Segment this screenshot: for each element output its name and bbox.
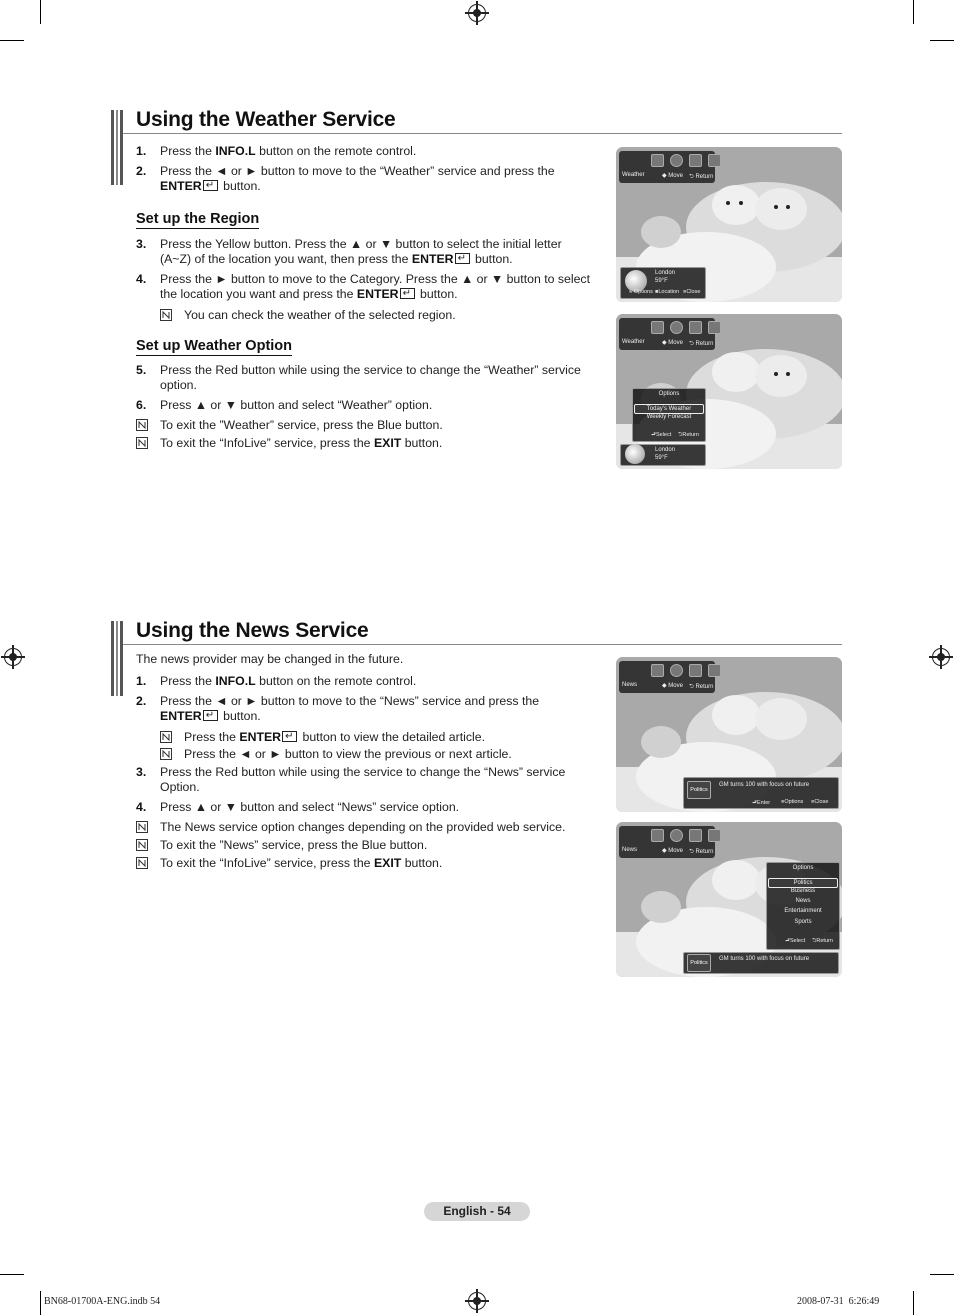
screenshot-news-2 xyxy=(616,822,842,977)
news-ticker-panel xyxy=(683,952,839,974)
enter-key-icon xyxy=(203,180,218,191)
enter-button[interactable]: ⮐Enter xyxy=(752,800,771,806)
note-icon xyxy=(136,437,148,449)
select-hint: ⮐Select xyxy=(785,938,806,944)
service-label: News xyxy=(622,847,638,853)
chart-icon[interactable] xyxy=(689,664,702,677)
chart-icon[interactable] xyxy=(689,829,702,842)
section-bar xyxy=(111,110,123,185)
globe-icon[interactable] xyxy=(708,154,721,167)
service-bar xyxy=(619,151,715,183)
news-ticker-panel xyxy=(683,777,839,809)
crop-mark xyxy=(913,0,914,24)
service-bar xyxy=(619,661,715,693)
chart-icon[interactable] xyxy=(689,154,702,167)
news-icon[interactable] xyxy=(670,664,683,677)
weather-condition-icon xyxy=(625,444,645,464)
weather-info-panel xyxy=(620,267,706,299)
crop-mark xyxy=(930,40,954,41)
news-headline[interactable]: GM turns 100 with focus on future xyxy=(719,956,810,962)
service-label: News xyxy=(622,682,638,688)
crop-mark xyxy=(0,1274,24,1275)
option-news[interactable]: News xyxy=(795,898,811,904)
subheading-region: Set up the Region xyxy=(136,211,260,227)
option-entertainment[interactable]: Entertainment xyxy=(784,908,822,914)
crop-mark xyxy=(40,0,41,24)
option-weekly-forecast[interactable]: Weekly Forecast xyxy=(646,414,692,420)
news-headline[interactable]: GM turns 100 with focus on future xyxy=(719,782,810,788)
subheading-weather-option: Set up Weather Option xyxy=(136,338,293,354)
return-hint: ⮌ Return xyxy=(689,849,714,855)
category-badge: Politics xyxy=(687,954,711,972)
crop-mark xyxy=(913,1291,914,1315)
weather-step-3: 3. Press the Yellow button. Press the ▲ or ▼ button to select the initial letter (A~Z) of the location you want, then press the ENTER↵ button. xyxy=(136,237,606,267)
page-number: English - 54 xyxy=(424,1202,530,1221)
registration-mark-icon xyxy=(932,648,950,666)
widget-icon[interactable] xyxy=(651,154,664,167)
news-intro: The news provider may be changed in the future. xyxy=(136,652,404,666)
note-icon xyxy=(136,857,148,869)
globe-icon[interactable] xyxy=(708,321,721,334)
temperature: 59°F xyxy=(655,278,668,284)
option-politics[interactable]: Politics xyxy=(768,878,838,888)
enter-key-icon xyxy=(455,253,470,264)
option-sports[interactable]: Sports xyxy=(794,919,812,925)
note-icon xyxy=(160,309,172,321)
screenshot-weather-2 xyxy=(616,314,842,469)
registration-mark-icon xyxy=(4,648,22,666)
location-button[interactable]: ■Location xyxy=(655,289,680,295)
city-name: London xyxy=(655,270,676,276)
option-todays-weather[interactable]: Today's Weather xyxy=(634,404,704,414)
enter-key-icon xyxy=(400,288,415,299)
note-icon xyxy=(136,821,148,833)
move-hint: ◆ Move xyxy=(662,848,683,854)
widget-icon[interactable] xyxy=(651,664,664,677)
options-button[interactable]: ■ Options xyxy=(629,289,653,295)
temperature: 59°F xyxy=(655,455,668,461)
close-button[interactable]: ■Close xyxy=(811,799,829,805)
service-bar xyxy=(619,318,715,350)
enter-key-icon xyxy=(203,710,218,721)
close-button[interactable]: ■Close xyxy=(683,289,701,295)
news-step-3: 3. Press the Red button while using the service to change the “News” service Option. xyxy=(136,765,566,794)
widget-icon[interactable] xyxy=(651,321,664,334)
option-business[interactable]: Business xyxy=(790,888,816,894)
screenshot-news-1 xyxy=(616,657,842,812)
crop-mark xyxy=(0,40,24,41)
weather-info-panel xyxy=(620,444,706,466)
service-bar xyxy=(619,826,715,858)
section-rule xyxy=(123,644,842,645)
registration-mark-icon xyxy=(468,1292,486,1310)
news-icon[interactable] xyxy=(670,829,683,842)
footer-timestamp: 2008-07-31 ︎︎ 6:26:49 xyxy=(797,1296,880,1307)
return-hint: ⮌ Return xyxy=(689,174,714,180)
weather-icon[interactable] xyxy=(670,154,683,167)
return-hint: ⮌Return xyxy=(678,432,699,438)
footer-file-info: BN68-01700A-ENG.indb 54 xyxy=(44,1296,161,1307)
options-title: Options xyxy=(658,391,680,397)
news-step-2: 2. Press the ◄ or ► button to move to the “News” service and press the ENTER↵ button. xyxy=(136,694,606,724)
weather-step-5: 5. Press the Red button while using the service to change the “Weather” service option. xyxy=(136,363,581,392)
category-badge: Politics xyxy=(687,781,711,799)
globe-icon[interactable] xyxy=(708,664,721,677)
weather-step-2: 2. Press the ◄ or ► button to move to the “Weather” service and press the ENTER↵ button. xyxy=(136,164,606,194)
section-bar xyxy=(111,621,123,696)
section-title-weather: Using the Weather Service xyxy=(136,108,396,131)
options-button[interactable]: ■Options xyxy=(781,799,804,805)
return-hint: ⮌ Return xyxy=(689,684,714,690)
service-label: Weather xyxy=(622,339,645,345)
options-title: Options xyxy=(792,865,814,871)
options-menu xyxy=(632,388,706,442)
screenshot-weather-1 xyxy=(616,147,842,302)
move-hint: ◆ Move xyxy=(662,173,683,179)
city-name: London xyxy=(655,447,676,453)
note-icon xyxy=(160,731,172,743)
note-icon xyxy=(136,839,148,851)
options-menu xyxy=(766,862,840,950)
return-hint: ⮌Return xyxy=(812,938,833,944)
enter-key-icon xyxy=(282,731,297,742)
move-hint: ◆ Move xyxy=(662,683,683,689)
chart-icon[interactable] xyxy=(689,321,702,334)
globe-icon[interactable] xyxy=(708,829,721,842)
note-icon xyxy=(160,748,172,760)
weather-step-4: 4. Press the ► button to move to the Category. Press the ▲ or ▼ button to select the location you want and press the ENTER↵ button. xyxy=(136,272,606,302)
widget-icon[interactable] xyxy=(651,829,664,842)
crop-mark xyxy=(40,1291,41,1315)
section-title-news: Using the News Service xyxy=(136,619,369,642)
weather-icon[interactable] xyxy=(670,321,683,334)
service-label: Weather xyxy=(622,172,645,178)
registration-mark-icon xyxy=(468,4,486,22)
crop-mark xyxy=(930,1274,954,1275)
section-rule xyxy=(123,133,842,134)
return-hint: ⮌ Return xyxy=(689,341,714,347)
move-hint: ◆ Move xyxy=(662,340,683,346)
select-hint: ⮐Select xyxy=(651,432,672,438)
note-icon xyxy=(136,419,148,431)
